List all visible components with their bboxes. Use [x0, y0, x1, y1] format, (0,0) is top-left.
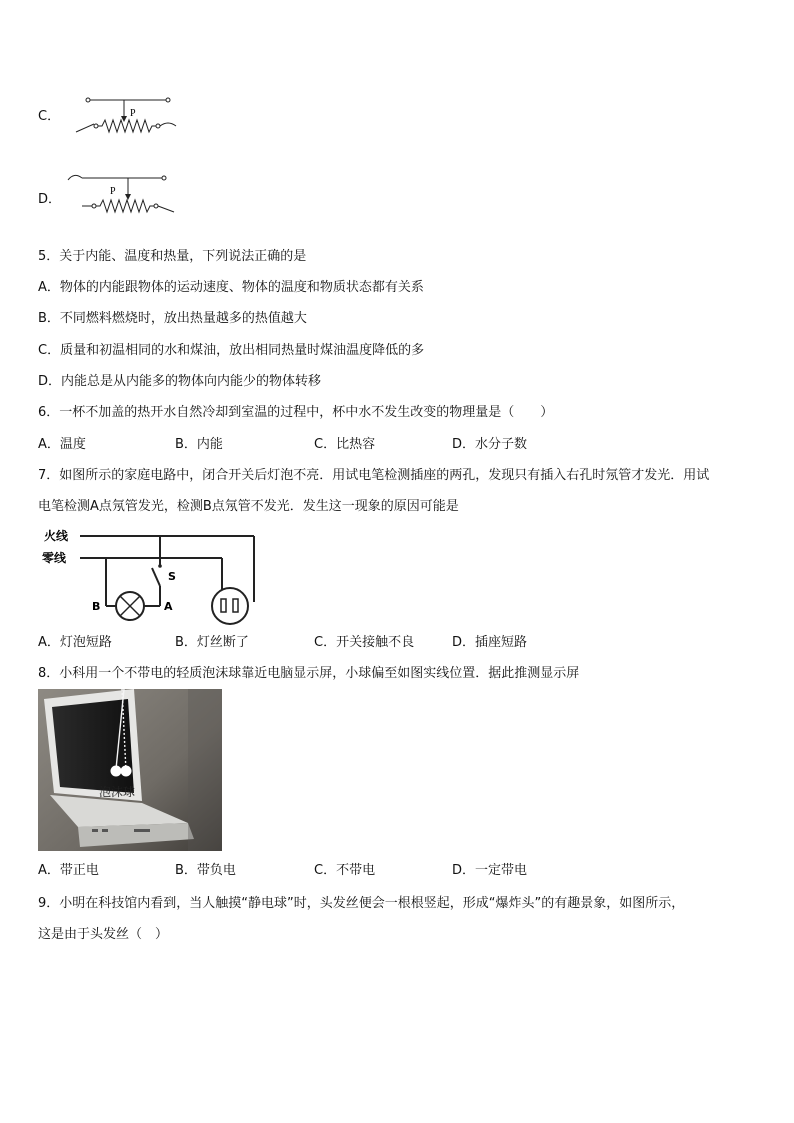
q6-stem: 6．一杯不加盖的热开水自然冷却到室温的过程中，杯中水不发生改变的物理量是（ ） — [38, 405, 554, 420]
q9-stem-line2: 这是由于头发丝（ ） — [38, 927, 169, 942]
q7-option-c: C．开关接触不良 — [314, 635, 415, 650]
q7-stem-line1: 7．如图所示的家庭电路中，闭合开关后灯泡不亮．用试电笔检测插座的两孔，发现只有插入右孔时氖管才发光．用试 — [38, 468, 710, 483]
laptop-photo — [38, 689, 222, 851]
q8-option-b: B．带负电 — [175, 863, 236, 878]
point-b-label: B — [92, 600, 101, 613]
household-circuit-diagram — [40, 526, 270, 626]
q5-option-a: A．物体的内能跟物体的运动速度、物体的温度和物质状态都有关系 — [38, 280, 424, 295]
q9-stem-line1: 9．小明在科技馆内看到，当人触摸“静电球”时，头发丝便会一根根竖起，形成“爆炸头”的有趣景象，如图所示， — [38, 896, 685, 911]
q7-option-a: A．灯泡短路 — [38, 635, 112, 650]
q7-options — [38, 634, 738, 652]
q5-option-d: D．内能总是从内能多的物体向内能少的物体转移 — [38, 374, 322, 389]
live-wire-label: 火线 — [44, 529, 69, 543]
neutral-wire-label: 零线 — [42, 551, 67, 565]
slider-p-label-d: P — [110, 186, 116, 197]
q5-stem: 5．关于内能、温度和热量，下列说法正确的是 — [38, 249, 307, 264]
rheostat-diagram-c — [72, 92, 192, 138]
q8-option-c: C．不带电 — [314, 863, 376, 878]
q7-option-d: D．插座短路 — [452, 635, 528, 650]
q8-option-d: D．一定带电 — [452, 863, 528, 878]
switch-s-label: S — [168, 570, 176, 583]
rheostat-diagram-d — [62, 168, 192, 218]
q5-option-c: C．质量和初温相同的水和煤油，放出相同热量时煤油温度降低的多 — [38, 343, 425, 358]
q6-option-b: B．内能 — [175, 437, 223, 452]
q6-options — [38, 436, 738, 454]
q7-option-b: B．灯丝断了 — [175, 635, 249, 650]
slider-p-label-c: P — [130, 108, 136, 119]
q6-option-c: C．比热容 — [314, 437, 376, 452]
option-c-label: C． — [38, 109, 61, 124]
q7-stem-line2: 电笔检测A点氖管发光，检测B点氖管不发光．发生这一现象的原因可能是 — [38, 499, 459, 514]
switch-lever — [152, 568, 160, 586]
foam-ball-label: 泡沫球 — [99, 785, 136, 799]
point-a-label: A — [164, 600, 173, 613]
q8-option-a: A．带正电 — [38, 863, 99, 878]
q5-option-b: B．不同燃料燃烧时，放出热量越多的热值越大 — [38, 311, 307, 326]
q8-stem: 8．小科用一个不带电的轻质泡沫球靠近电脑显示屏，小球偏至如图实线位置．据此推测显示屏 — [38, 666, 580, 681]
q6-option-d: D．水分子数 — [452, 437, 528, 452]
option-d-label: D． — [38, 192, 62, 207]
socket-icon — [212, 588, 248, 624]
q6-option-a: A．温度 — [38, 437, 86, 452]
q8-options — [38, 862, 738, 880]
